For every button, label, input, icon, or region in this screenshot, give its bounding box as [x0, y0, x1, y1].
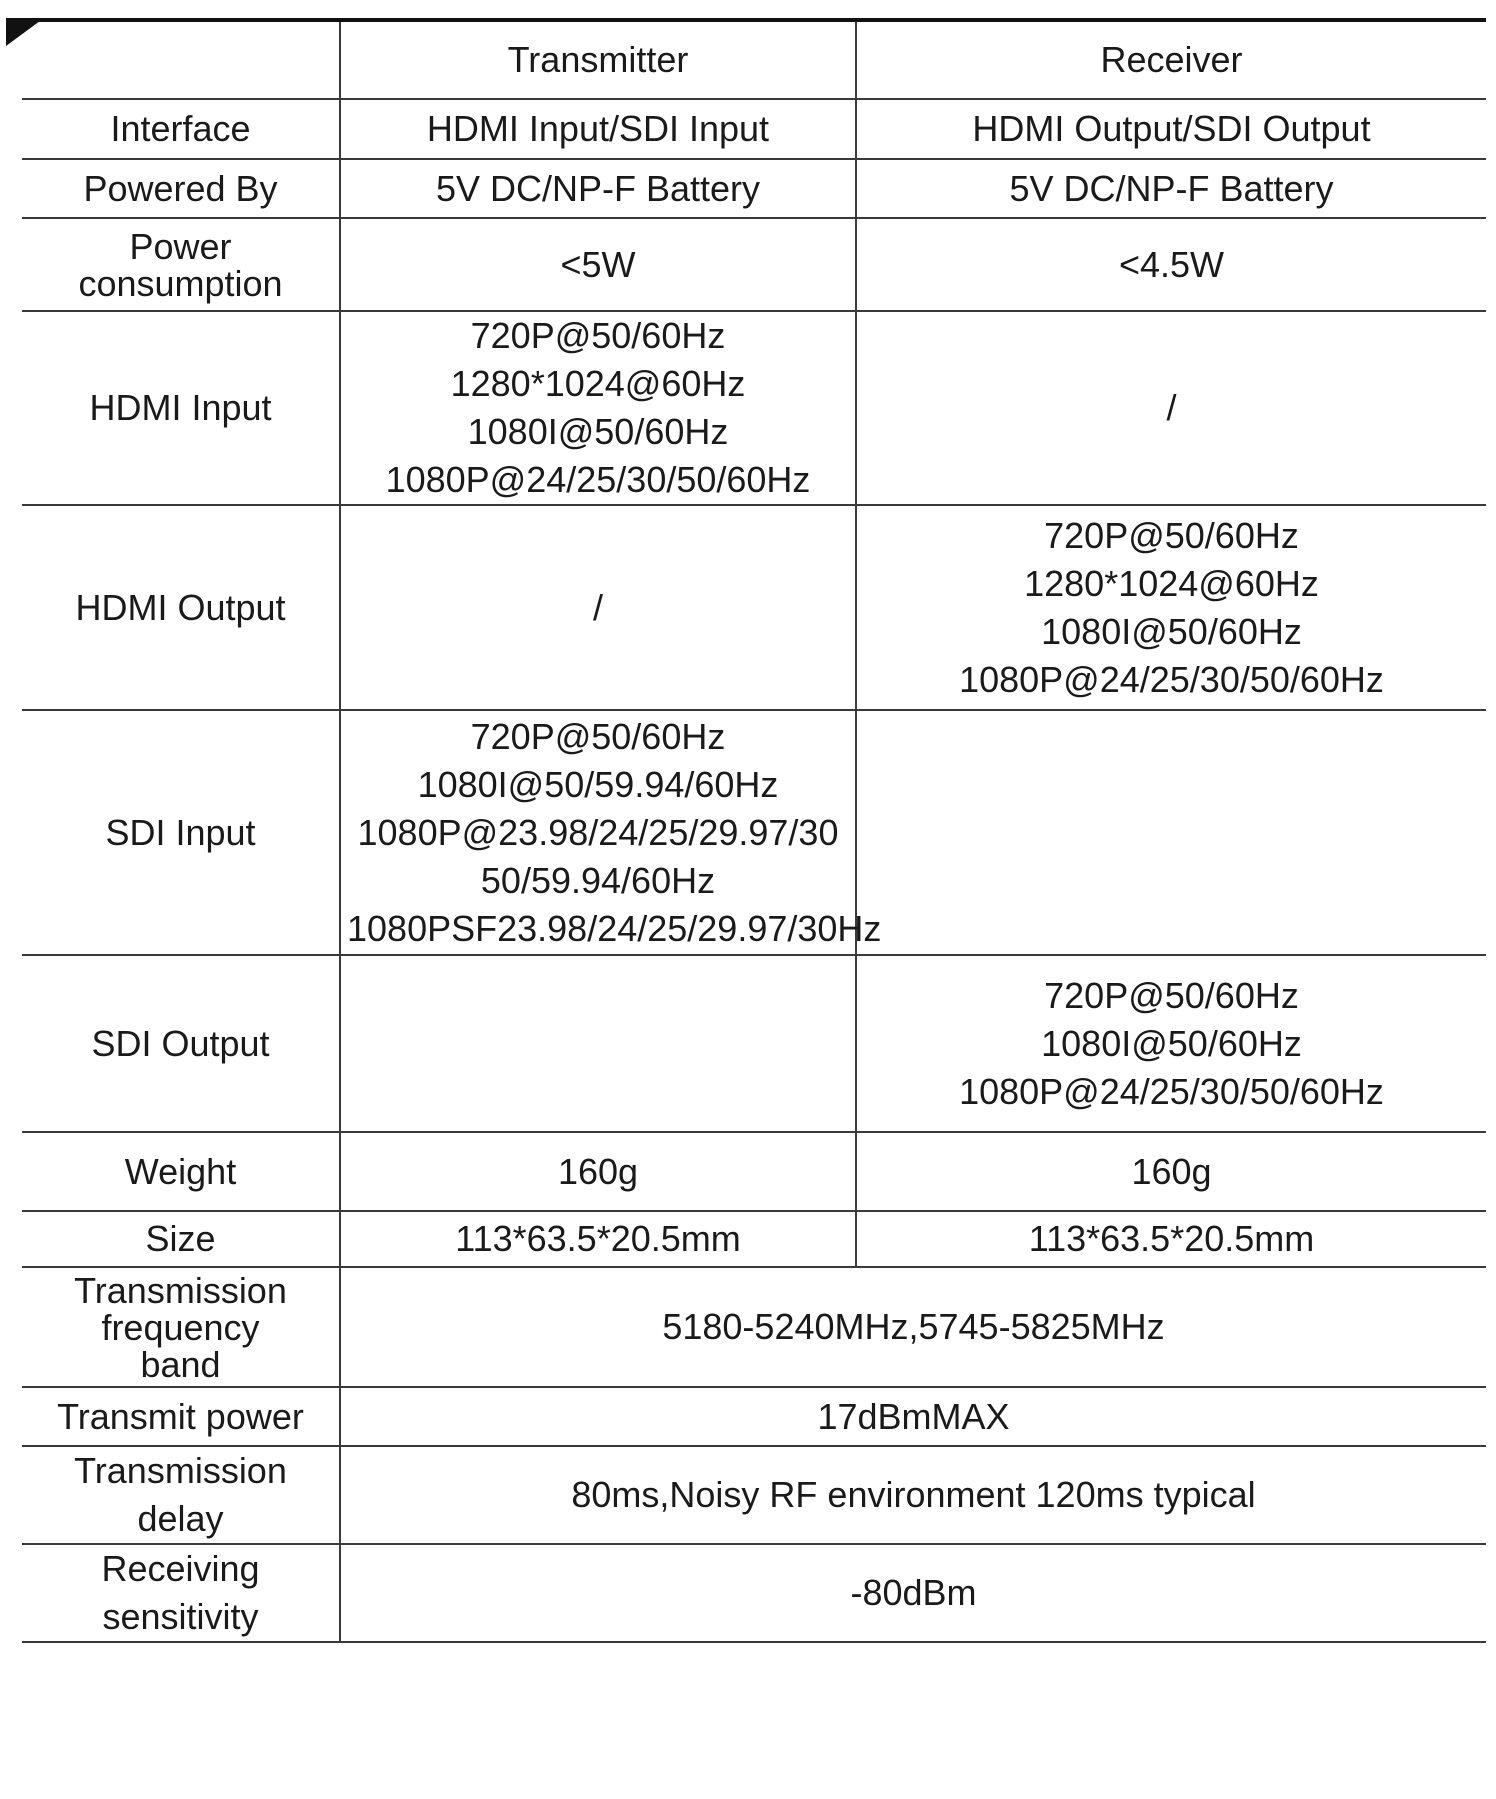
table-row — [22, 1267, 1486, 1387]
row-label-power-consumption — [22, 218, 340, 311]
label-line: frequency — [101, 1306, 260, 1348]
format-line: 720P@50/60Hz — [1044, 514, 1299, 556]
row-label-hdmi-output: HDMI Output — [22, 505, 340, 710]
format-line: 720P@50/60Hz — [470, 715, 726, 757]
row-label-hdmi-input: HDMI Input — [22, 311, 340, 505]
cell-hdmi-output-tx: / — [340, 505, 856, 710]
cell-sdi-output-rx — [856, 955, 1486, 1132]
cell-sdi-output-tx — [340, 955, 856, 1132]
format-line: 1080P@23.98/24/25/29.97/30 — [357, 811, 839, 853]
table-row — [22, 955, 1486, 1132]
table-row — [22, 99, 1486, 159]
table-row — [22, 1446, 1486, 1544]
cell-power-consumption-rx: <4.5W — [856, 218, 1486, 311]
cell-receiving-sensitivity: -80dBm — [340, 1544, 1486, 1642]
cell-size-rx: 113*63.5*20.5mm — [856, 1211, 1486, 1267]
table-row — [22, 159, 1486, 218]
format-line: 1080P@24/25/30/50/60Hz — [385, 459, 811, 500]
spec-table — [22, 22, 1486, 1643]
row-label-frequency-band — [22, 1267, 340, 1387]
format-line: 1080PSF23.98/24/25/29.97/30Hz — [347, 907, 882, 949]
cell-frequency-band: 5180-5240MHz,5745-5825MHz — [340, 1267, 1486, 1387]
label-line: consumption — [78, 262, 283, 304]
row-label-transmit-power: Transmit power — [22, 1387, 340, 1446]
table-row — [22, 710, 1486, 955]
cell-weight-rx: 160g — [856, 1132, 1486, 1211]
cell-power-consumption-tx: <5W — [340, 218, 856, 311]
table-row — [22, 1387, 1486, 1446]
header-empty-cell — [22, 22, 340, 99]
label-line: Power — [129, 225, 232, 267]
format-line: 1080P@24/25/30/50/60Hz — [959, 1070, 1384, 1112]
cell-size-tx: 113*63.5*20.5mm — [340, 1211, 856, 1267]
format-line: 1080I@50/60Hz — [1041, 610, 1302, 652]
format-line: 720P@50/60Hz — [470, 315, 726, 356]
format-line: 720P@50/60Hz — [1044, 974, 1299, 1016]
row-label-transmission-delay: Transmission delay — [22, 1446, 340, 1544]
cell-transmit-power: 17dBmMAX — [340, 1387, 1486, 1446]
cell-hdmi-input-tx — [340, 311, 856, 505]
row-label-size: Size — [22, 1211, 340, 1267]
row-label-weight: Weight — [22, 1132, 340, 1211]
table-row — [22, 1211, 1486, 1267]
cell-interface-tx: HDMI Input/SDI Input — [340, 99, 856, 159]
format-line: 1280*1024@60Hz — [450, 363, 746, 404]
format-line: 50/59.94/60Hz — [480, 859, 716, 901]
cell-hdmi-output-rx — [856, 505, 1486, 710]
format-line: 1280*1024@60Hz — [1024, 562, 1319, 604]
format-line: 1080P@24/25/30/50/60Hz — [959, 658, 1384, 700]
cell-powered-by-rx: 5V DC/NP-F Battery — [856, 159, 1486, 218]
cell-weight-tx: 160g — [340, 1132, 856, 1211]
label-line: band — [140, 1343, 221, 1385]
cell-powered-by-tx: 5V DC/NP-F Battery — [340, 159, 856, 218]
header-row — [22, 22, 1486, 99]
format-line: 1080I@50/60Hz — [467, 411, 729, 452]
format-line: 1080I@50/60Hz — [1041, 1022, 1302, 1064]
cell-transmission-delay: 80ms,Noisy RF environment 120ms typical — [340, 1446, 1486, 1544]
table-row — [22, 1544, 1486, 1642]
table-row — [22, 1132, 1486, 1211]
cell-sdi-input-tx — [340, 710, 882, 955]
table-row — [22, 218, 1486, 311]
format-line: 1080I@50/59.94/60Hz — [417, 763, 779, 805]
row-label-powered-by: Powered By — [22, 159, 340, 218]
cell-interface-rx: HDMI Output/SDI Output — [856, 99, 1486, 159]
table-row — [22, 311, 1486, 505]
row-label-receiving-sensitivity: Receiving sensitivity — [22, 1544, 340, 1642]
label-line: Transmission — [74, 1269, 287, 1311]
table-row — [22, 505, 1486, 710]
row-label-sdi-input: SDI Input — [22, 710, 340, 955]
row-label-interface: Interface — [22, 99, 340, 159]
cell-hdmi-input-rx: / — [856, 311, 1486, 505]
header-transmitter: Transmitter — [340, 22, 856, 99]
row-label-sdi-output: SDI Output — [22, 955, 340, 1132]
cell-sdi-input-rx — [856, 710, 1486, 955]
header-receiver: Receiver — [856, 22, 1486, 99]
